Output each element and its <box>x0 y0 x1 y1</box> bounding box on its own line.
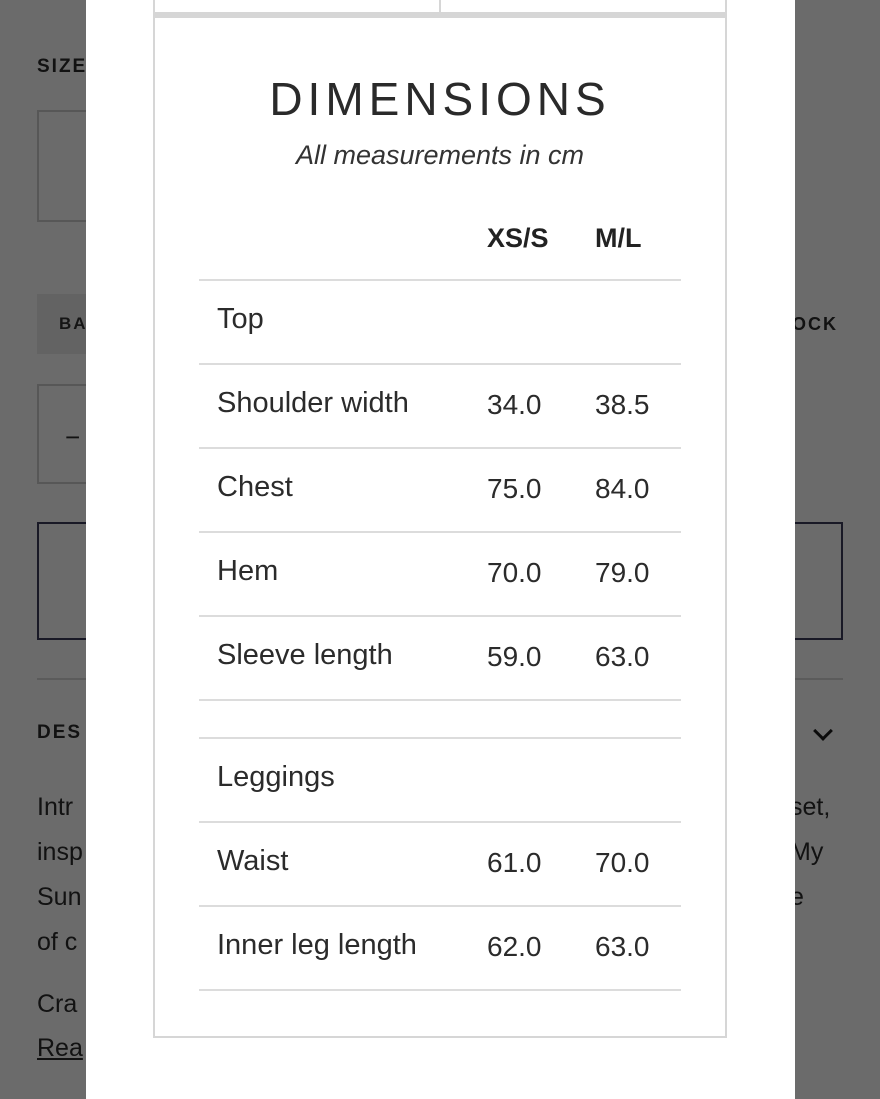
size-guide-modal <box>86 0 795 1099</box>
value-xs-s: 61.0 <box>487 847 542 878</box>
value-xs-s: 34.0 <box>487 389 542 420</box>
column-header-m-l: M/L <box>595 223 642 253</box>
measurement-label: Chest <box>217 471 293 503</box>
value-m-l: 63.0 <box>595 931 650 962</box>
measurement-label: Sleeve length <box>217 639 393 671</box>
table-row <box>199 447 681 531</box>
dimensions-title: DIMENSIONS <box>269 73 611 125</box>
section-label: Leggings <box>217 761 335 793</box>
section-label: Top <box>217 303 264 335</box>
value-xs-s: 70.0 <box>487 557 542 588</box>
value-xs-s: 62.0 <box>487 931 542 962</box>
tab-divider <box>439 0 441 12</box>
section-header-leggings <box>199 737 681 821</box>
divider <box>199 989 681 991</box>
measurement-label: Shoulder width <box>217 387 409 419</box>
value-m-l: 84.0 <box>595 473 650 504</box>
dimensions-card <box>153 14 727 1038</box>
value-m-l: 70.0 <box>595 847 650 878</box>
measurement-label: Waist <box>217 845 289 877</box>
divider <box>199 699 681 701</box>
value-xs-s: 75.0 <box>487 473 542 504</box>
value-m-l: 38.5 <box>595 389 650 420</box>
value-m-l: 79.0 <box>595 557 650 588</box>
tab-bar[interactable] <box>153 0 727 14</box>
table-header <box>199 223 681 283</box>
section-header-top <box>199 279 681 363</box>
column-header-xs-s: XS/S <box>487 223 549 253</box>
measurements-note: All measurements in cm <box>295 140 585 170</box>
table-row <box>199 615 681 699</box>
value-xs-s: 59.0 <box>487 641 542 672</box>
table-row <box>199 363 681 447</box>
table-row <box>199 821 681 905</box>
measurement-label: Inner leg length <box>217 929 417 961</box>
table-row <box>199 905 681 989</box>
value-m-l: 63.0 <box>595 641 650 672</box>
measurement-label: Hem <box>217 555 279 587</box>
table-row <box>199 531 681 615</box>
